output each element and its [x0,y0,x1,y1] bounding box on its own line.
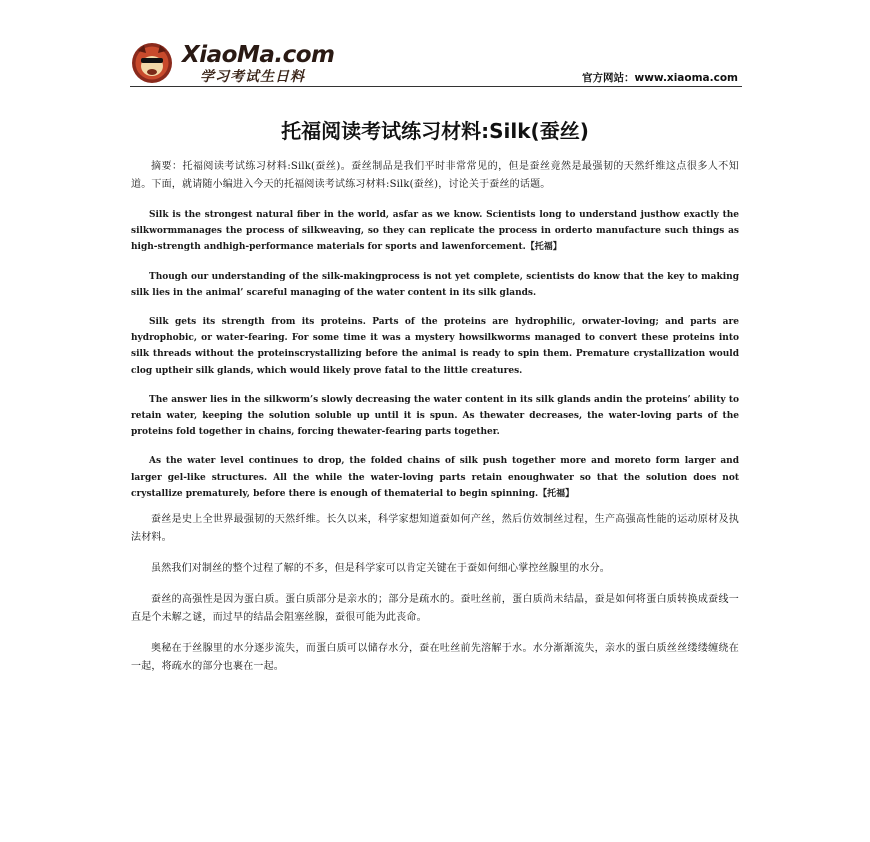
chinese-paragraph-4: 奥秘在于丝腺里的水分逐步流失，而蛋白质可以储存水分，蚕在吐丝前先溶解于水。水分渐渐流失，亲水的蛋白质丝丝缕缕缠绕在一起，将疏水的部分也裹在一起。 [131,643,739,673]
english-paragraph-2: Though our understanding of the silk-makingprocess is not yet complete, scientists do know that the key to making silk lies in the animal’ scareful managing of the water content in its silk glands. [131,271,739,298]
page-header [130,40,742,86]
english-paragraph-3: Silk gets its strength from its proteins. Parts of the proteins are hydrophilic, orwater-loving; and parts are hydrophobic, or water-fearing. For some time it was a mystery howsilkworms managed to convert these proteins into silk threads without the proteinscrystallizing before the animal is ready to spin them. Premature crystallization would clog uptheir silk glands, which would likely prove fatal to the little creatures. [131,317,739,376]
mascot-icon [130,41,176,85]
chinese-paragraph-3: 蚕丝的高强性是因为蛋白质。蛋白质部分是亲水的；部分是疏水的。蚕吐丝前，蛋白质尚未结晶，蚕是如何将蛋白质转换成蚕线一直是个未解之谜，而过早的结晶会阻塞丝腺，蚕很可能为此丧命。 [131,594,739,624]
page-title: 托福阅读考试练习材料:Silk(蚕丝) [281,119,589,143]
chinese-paragraph-1: 蚕丝是史上全世界最强韧的天然纤维。长久以来，科学家想知道蚕如何产丝，然后仿效制丝过程，生产高强高性能的运动原材及执法材料。 [131,514,739,544]
english-paragraph-4: The answer lies in the silkworm’s slowly decreasing the water content in its silk glands andin the proteins’ ability to retain water, keeping the solution soluble up until it is spun. As thewater decreases, the water-loving parts of the proteins fold together in chains, forcing thewater-fearing parts together. [131,394,739,438]
chinese-paragraph-2: 虽然我们对制丝的整个过程了解的不多，但是科学家可以肯定关键在于蚕如何细心掌控丝腺里的水分。 [151,563,610,575]
english-paragraph-5: As the water level continues to drop, the folded chains of silk push together more and moreto form larger and larger gel-like structures. All the while the water-loving parts retain enoughwater so that the solution does not crystallize prematurely, before there is enough of thematerial to begin spinning.【托福】 [131,456,739,499]
article-body [131,158,739,676]
official-site-link[interactable]: 官方网站：www.xiaoma.com [582,72,738,84]
summary-paragraph: 摘要：托福阅读考试练习材料:Silk(蚕丝)。蚕丝制品是我们平时非常常见的，但是蚕丝竟然是最强韧的天然纤维这点很多人不知道。下面，就请随小编进入今天的托福阅读考试练习材料:Silk(蚕丝)，讨论关于蚕丝的话题。 [131,161,739,190]
logo-slogan: 学习考试生日料 [200,69,305,85]
header-divider [130,86,742,87]
logo-wordmark: XiaoMa.com [182,42,335,68]
xiaoma-logo[interactable] [130,40,360,86]
english-paragraph-1: Silk is the strongest natural fiber in the world, asfar as we know. Scientists long to understand justhow exactly the silkwormmanages the process of silkweaving, so they can replicate the process in orderto manufacture such things as high-strength andhigh-performance materials for sports and lawenforcement.【托福】 [131,210,739,253]
